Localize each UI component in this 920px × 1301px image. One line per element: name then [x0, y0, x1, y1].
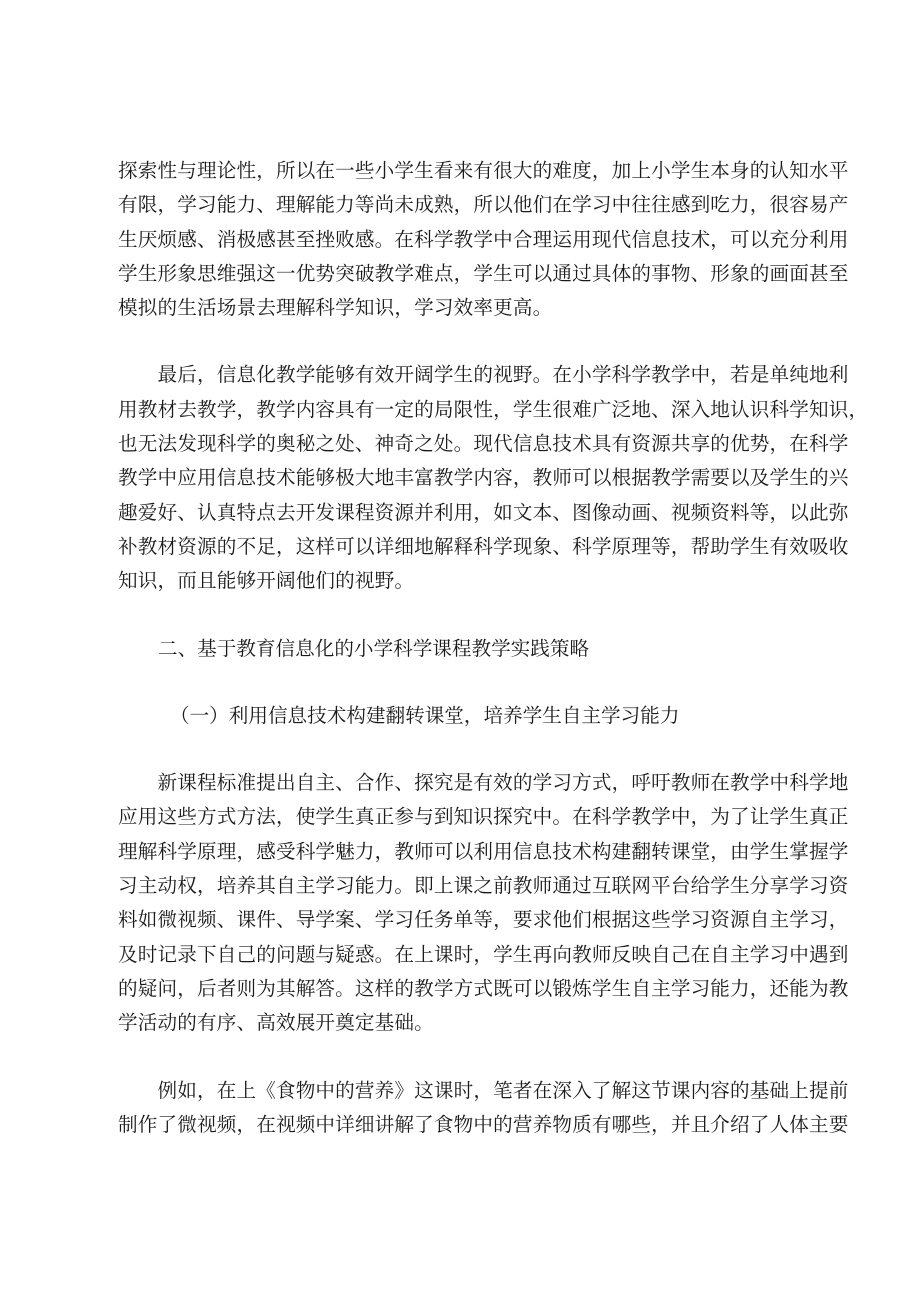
text-line: 学生形象思维强这一优势突破教学难点，学生可以通过具体的事物、形象的画面甚至 — [118, 261, 849, 285]
text-line: 补教材资源的不足，这样可以详细地解释科学现象、科学原理等，帮助学生有效吸收 — [118, 534, 849, 558]
document-page — [118, 154, 869, 1142]
text-line: 制作了微视频，在视频中详细讲解了食物中的营养物质有哪些，并且介绍了人体主要 — [118, 1112, 849, 1136]
text-line: 知识，而且能够开阔他们的视野。 — [118, 569, 415, 593]
section-heading: 二、基于教育信息化的小学科学课程教学实践策略 — [158, 636, 590, 660]
text-line: 趣爱好、认真特点去开发课程资源并利用，如文本、图像动画、视频资料等，以此弥 — [118, 500, 849, 524]
text-line: 料如微视频、课件、导学案、学习任务单等，要求他们根据这些学习资源自主学习， — [118, 908, 849, 932]
paragraph-4 — [118, 1074, 849, 1143]
text-line: 应用这些方式方法，使学生真正参与到知识探究中。在科学教学中，为了让学生真正 — [118, 805, 849, 829]
text-line: 有限，学习能力、理解能力等尚未成熟，所以他们在学习中往往感到吃力，很容易产 — [118, 193, 849, 217]
text-line: 探索性与理论性，所以在一些小学生看来有很大的难度，加上小学生本身的认知水平 — [118, 159, 849, 182]
text-line: 的疑问，后者则为其解答。这样的教学方式既可以锻炼学生自主学习能力，还能为教 — [118, 976, 849, 1000]
text-line: 最后，信息化教学能够有效开阔学生的视野。在小学科学教学中，若是单纯地利 — [118, 363, 849, 387]
subsection-heading: （一）利用信息技术构建翻转课堂，培养学生自主学习能力 — [170, 703, 680, 727]
text-line: 生厌烦感、消极感甚至挫败感。在科学教学中合理运用现代信息技术，可以充分利用 — [118, 227, 849, 251]
text-line: 理解科学原理，感受科学魅力，教师可以利用信息技术构建翻转课堂，由学生掌握学 — [118, 839, 849, 863]
text-line: 用教材去教学，教学内容具有一定的局限性，学生很难广泛地、深入地认识科学知识， — [118, 397, 869, 421]
text-line: 及时记录下自己的问题与疑惑。在上课时，学生再向教师反映自己在自主学习中遇到 — [118, 942, 849, 966]
text-line: 例如，在上《食物中的营养》这课时，笔者在深入了解这节课内容的基础上提前 — [118, 1078, 849, 1102]
text-line: 也无法发现科学的奥秘之处、神奇之处。现代信息技术具有资源共享的优势，在科学 — [118, 432, 849, 456]
paragraph-2 — [118, 358, 869, 598]
text-line: 模拟的生活场景去理解科学知识，学习效率更高。 — [118, 296, 553, 320]
text-line: 新课程标准提出自主、合作、探究是有效的学习方式，呼吁教师在教学中科学地 — [118, 771, 849, 795]
text-line: 习主动权，培养其自主学习能力。即上课之前教师通过互联网平台给学生分享学习资 — [118, 874, 849, 898]
paragraph-1 — [118, 154, 849, 325]
paragraph-3 — [118, 766, 849, 1040]
text-line: 学活动的有序、高效展开奠定基础。 — [118, 1011, 434, 1035]
text-line: 教学中应用信息技术能够极大地丰富教学内容，教师可以根据教学需要以及学生的兴 — [118, 466, 849, 490]
